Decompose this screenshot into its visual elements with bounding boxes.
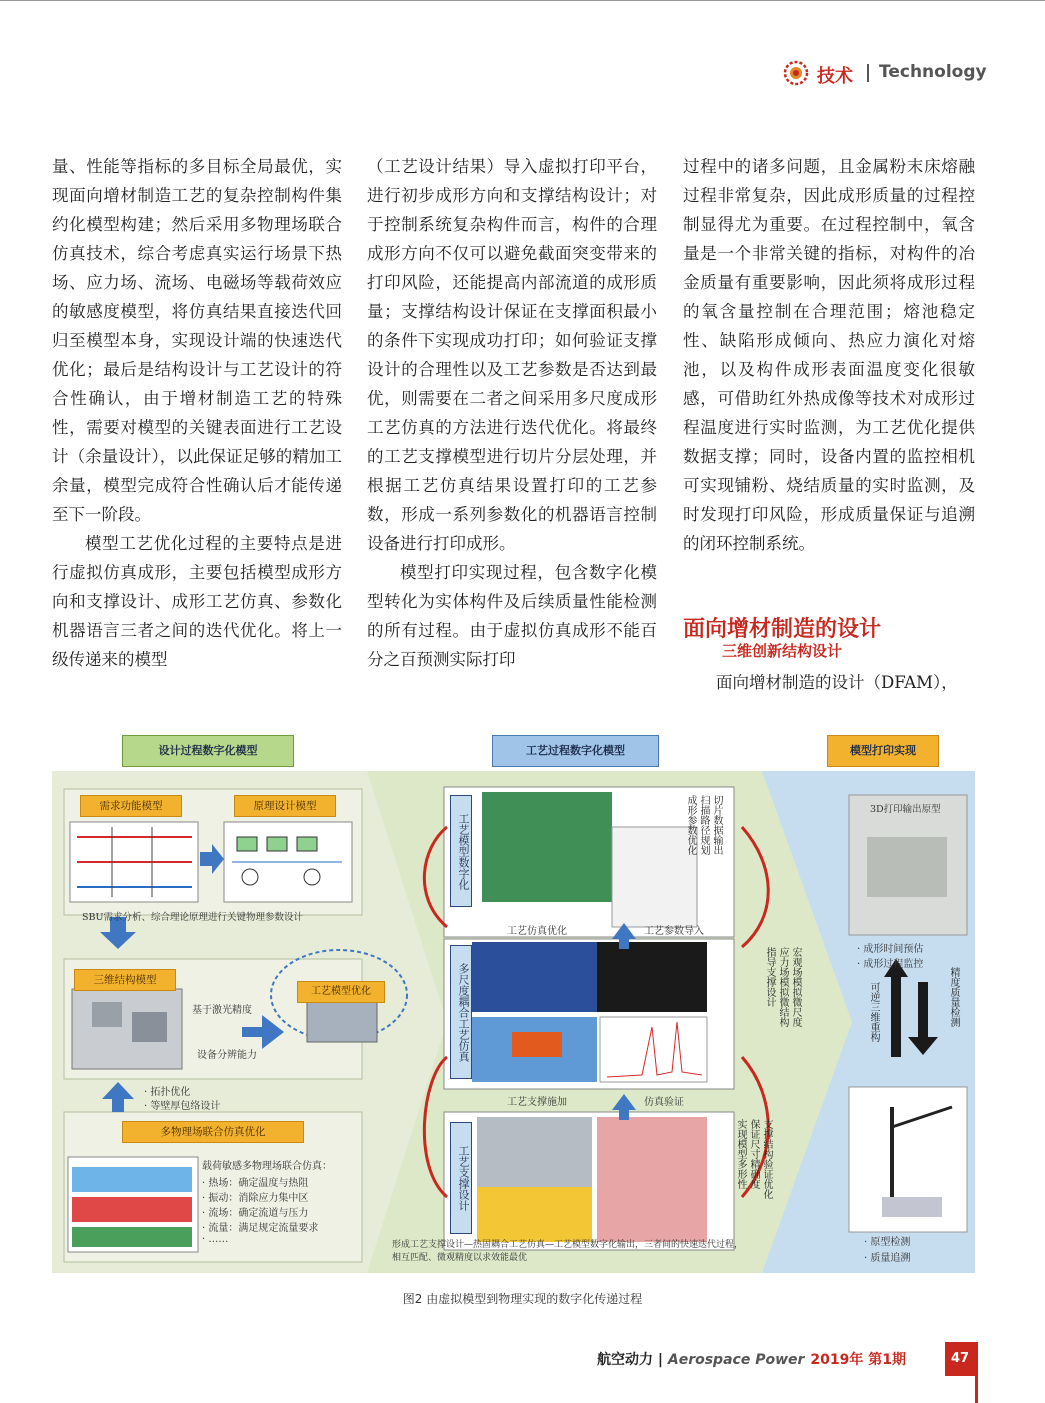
- support-image-1: [477, 1117, 592, 1187]
- multi-item: · 流量：满足规定流量要求: [202, 1223, 319, 1234]
- support-image-2: [477, 1187, 592, 1242]
- bottom-note: 形成工艺支撑设计—热固耦合工艺仿真—工艺模型数字化输出，三者间的快速迭代过程，相互匹配、微观精度以求效能最优: [392, 1240, 744, 1263]
- arrow-label: 工艺仿真优化: [507, 926, 567, 937]
- vtext-quality: 精度质量检测: [948, 967, 959, 1027]
- box-process-opt: 工艺模型优化: [297, 981, 385, 1003]
- section-subtitle: 三维创新结构设计: [722, 642, 843, 660]
- bullet-trace: · 质量追溯: [864, 1253, 911, 1264]
- note-bot: 保证尺寸精确度: [748, 1119, 759, 1189]
- paragraph: 模型打印实现过程，包含数字化模型转化为实体构件及后续质量性能检测的所有过程。由于虚拟仿真成形不能百分之百预测实际打印: [367, 563, 657, 669]
- bullet-topology: · 拓扑优化: [144, 1087, 191, 1098]
- bullet-proto-inspect: · 原型检测: [864, 1237, 911, 1248]
- note-sbu: SBU需求分析、综合理论原理进行关键物理参数设计: [82, 912, 303, 923]
- journal-logo-icon: [783, 60, 809, 86]
- arrow-label: 仿真验证: [644, 1097, 684, 1108]
- journal-cn: 航空动力: [597, 1352, 653, 1368]
- multi-title: 载荷敏感多物理场联合仿真：: [202, 1161, 332, 1172]
- stress-image-1: [472, 942, 597, 1012]
- slice-image: [482, 792, 612, 902]
- page-number: 47: [945, 1342, 975, 1376]
- text-column-2: [367, 152, 657, 674]
- label-multiscale-sim: 多尺度耦合工艺仿真: [450, 945, 472, 1079]
- paragraph: 量、性能等指标的多目标全局最优，实现面向增材制造工艺的复杂控制构件集约化模型构建；然后采用多物理场联合仿真技术，综合考虑真实运行场景下热场、应力场、流场、电磁场等载荷效应的敏感度模型，将仿真结果直接迭代回归至模型本身，实现设计端的快速迭代优化；最后是结构设计与工艺设计的符合性确认，由于增材制造工艺的特殊性，需要对模型的关键表面进行工艺设计（余量设计），以此保证足够的精加工余量，模型完成符合性确认后才能传递至下一阶段。: [52, 157, 342, 524]
- arrow-text-2: 设备分辨能力: [197, 1050, 257, 1061]
- box-multiphysics: 多物理场联合仿真优化: [122, 1121, 304, 1143]
- note-bot: 实现模型多形性: [735, 1119, 746, 1189]
- bullet-monitor: · 成形过程监控: [857, 959, 924, 970]
- bullet-envelope: · 等壁厚包络设计: [144, 1101, 221, 1112]
- figure-digital-transfer-process: [52, 727, 975, 1273]
- note-top: 扫描路径规划: [698, 795, 709, 855]
- issue: 2019年 第1期: [810, 1352, 907, 1368]
- figure-background: [52, 727, 975, 1273]
- box-print-output: 3D打印输出原型: [870, 804, 941, 815]
- note-mid: 宏观场模拟微尺度: [790, 947, 801, 1027]
- note-mid: 应力场模拟微结构: [777, 947, 788, 1027]
- text-column-3: [683, 152, 975, 558]
- paragraph: 过程中的诸多问题，且金属粉末床熔融过程非常复杂，因此成形质量的过程控制显得尤为重要。在过程控制中，氧含量是一个非常关键的指标，对构件的冶金质量有重要影响，因此须将成形过程的氧含量控制在合理范围；熔池稳定性、缺陷形成倾向、热应力演化对熔池，以及构件成形表面温度变化很敏感，可借助红外热成像等技术对成形过程温度进行实时监测，为工艺优化提供数据支撑；同时，设备内置的监控相机可实现铺粉、烧结质量的实时监测，及时发现打印风险，形成质量保证与追溯的闭环控制系统。: [683, 157, 975, 553]
- process-part-image: [307, 997, 377, 1042]
- label-process-digital: 工艺模型数字化: [450, 795, 472, 907]
- stress-image-2: [597, 942, 707, 1012]
- multi-item: · 热场：确定温度与热阻: [202, 1178, 309, 1189]
- support-image-3: [597, 1117, 707, 1242]
- note-top: 成形参数优化: [685, 795, 696, 855]
- text-column-1: [52, 152, 342, 674]
- paragraph: 面向增材制造的设计（DFAM），: [716, 673, 958, 692]
- figure-caption: 图2 由虚拟模型到物理实现的数字化传递过程: [402, 1292, 643, 1306]
- note-mid: 指导支撑设计: [764, 947, 775, 1007]
- arrow-label: 工艺参数导入: [644, 926, 704, 937]
- header-process-model: 工艺过程数字化模型: [492, 735, 659, 767]
- label-support-design: 工艺支撑设计: [450, 1122, 472, 1234]
- journal-en: Aerospace Power: [667, 1352, 805, 1368]
- multi-item: · ……: [202, 1234, 229, 1245]
- arrow-text-1: 基于激光精度: [192, 1005, 252, 1016]
- header-separator: [867, 64, 869, 82]
- section-title: 面向增材制造的设计: [683, 617, 882, 642]
- section-label-en: Technology: [879, 62, 987, 82]
- page-number-bar: [975, 1342, 978, 1403]
- box-schematic-model: 原理设计模型: [234, 795, 336, 817]
- arrow-label: 工艺支撑施加: [507, 1097, 567, 1108]
- box-requirement-model: 需求功能模型: [80, 795, 182, 817]
- paragraph: （工艺设计结果）导入虚拟打印平台，进行初步成形方向和支撑结构设计；对于控制系统复杂构件而言，构件的合理成形方向不仅可以避免截面突变带来的打印风险，还能提高内部流道的成形质量；支撑结构设计保证在支撑面积最小的条件下实现成功打印；如何验证支撑设计的合理性以及工艺参数是否达到最优，则需要在二者之间采用多尺度成形工艺仿真的方法进行迭代优化。将最终的工艺支撑模型进行切片分层处理，并根据工艺仿真结果设置打印的工艺参数，形成一系列参数化的机器语言控制设备进行打印成形。: [367, 157, 657, 553]
- note-bot: 支撑结构验证优化: [761, 1119, 772, 1199]
- curve-plot: [600, 1017, 707, 1082]
- paragraph: 模型工艺优化过程的主要特点是进行虚拟仿真成形，主要包括模型成形方向和支撑设计、成形工艺仿真、参数化机器语言三者之间的迭代优化。将上一级传递来的模型: [52, 534, 342, 669]
- box-3d-model: 三维结构模型: [74, 969, 176, 991]
- vtext-reconstruction: 可逆三维重构: [868, 982, 879, 1042]
- multi-item: · 流场：确定流道与压力: [202, 1208, 309, 1219]
- section-label: 技术: [817, 66, 853, 87]
- header-print-realization: 模型打印实现: [827, 735, 939, 767]
- header-design-process: 设计过程数字化模型: [122, 735, 294, 767]
- bullet-time: · 成形时间预估: [857, 944, 924, 955]
- multi-item: · 振动：消除应力集中区: [202, 1193, 309, 1204]
- header-rule: [0, 0, 1045, 1]
- footer-journal: 航空动力 | Aerospace Power 2019年 第1期: [597, 1352, 907, 1368]
- note-top: 切片数据输出: [711, 795, 722, 855]
